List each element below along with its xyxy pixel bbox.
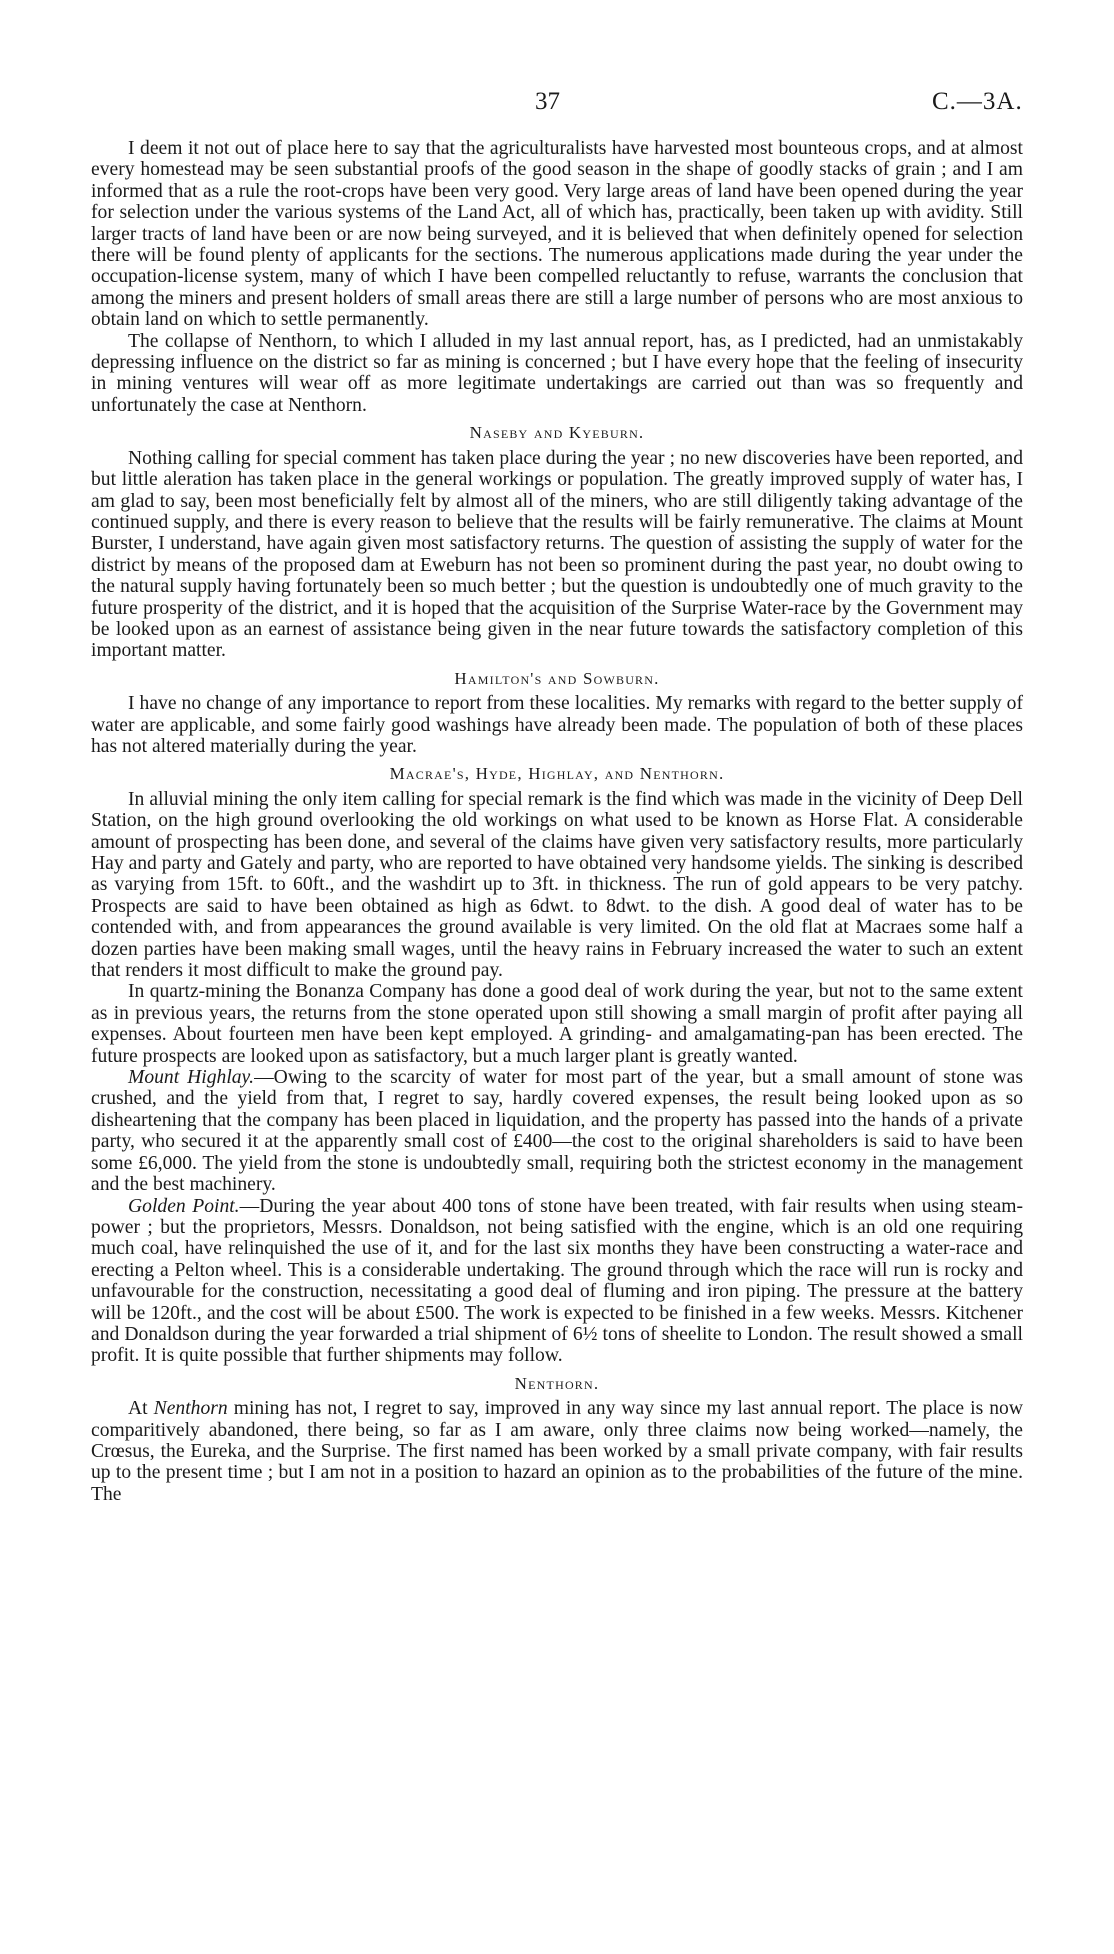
paragraph: I have no change of any importance to report from these localities. My remarks with regard to the better supply of water are applicable, and some fairly good washings have already been made. The population of both of these places has not altered materially during the year. (91, 693, 1023, 757)
paragraph: I deem it not out of place here to say that the agriculturalists have harvested most bounteous crops, and at almost every homestead may be seen substantial proofs of the good season in the shape of goodly stacks of grain ; and I am informed that as a rule the root-crops have been very good. Very large areas of land have been opened during the year for selection under the various systems of the Land Act, all of which has, practically, been taken up with avidity. Still larger tracts of land have been or are now being surveyed, and it is believed that when definitely opened for selection there will be found plenty of applicants for the sections. The numerous applications made during the year under the occupation-license system, many of which I have been compelled reluctantly to refuse, warrants the conclusion that among the miners and present holders of small areas there are still a large number of persons who are most anxious to obtain land on which to settle permanently. (91, 138, 1023, 331)
page-header (0, 88, 1114, 122)
subsection-lead-mount-highlay: Mount Highlay. (128, 1067, 255, 1089)
paragraph: In quartz-mining the Bonanza Company has done a good deal of work during the year, but not to the same extent as in previous years, the returns from the stone operated upon still showing a small margin of profit after paying all expenses. About fourteen men have been kept employed. A grinding- and amalgamating-pan has been erected. The future prospects are looked upon as satisfactory, but a much larger plant is greatly wanted. (91, 981, 1023, 1067)
paragraph (91, 1067, 1023, 1195)
paragraph (91, 1398, 1023, 1505)
section-heading-macraes: Macrae's, Hyde, Highlay, and Nenthorn. (389, 764, 725, 784)
paragraph-text: —During the year about 400 tons of stone have been treated, with fair results when using steam-power ; but the proprietors, Messrs. Donaldson, not being satisfied with the engine, which is an old one requiring much coal, have relinquished the use of it, and for the last six months they have been constructing a water-race and erecting a Pelton wheel. This is a considerable undertaking. The ground through which the race will run is rocky and unfavourable for the construction, necessitating a good deal of fluming and iron piping. The pressure at the battery will be 120ft., and the cost will be about £500. The work is expected to be finished in a few weeks. Messrs. Kitchener and Donaldson during the year forwarded a trial shipment of 6½ tons of sheelite to London. The result showed a small profit. It is quite possible that further shipments may follow. (91, 1195, 1023, 1367)
document-reference: C.—3A. (932, 88, 1023, 115)
paragraph-text: —Owing to the scarcity of water for most part of the year, but a small amount of stone was crushed, and the yield from that, I regret to say, hardly covered expenses, the result being looked upon as so disheartening that the company has been placed in liquidation, and the property has passed into the hands of a private party, who secured it at the apparently small cost of £400—the cost to the original shareholders is said to have been some £6,000. The yield from the stone is undoubtedly small, requiring both the strictest economy in the management and the best machinery. (91, 1067, 1024, 1196)
paragraph (91, 1196, 1023, 1367)
paragraph-text: mining has not, I regret to say, improved in any way since my last annual report. The place is now comparitively abandoned, there being, so far as I am aware, only three claims now being worked—namely, the Crœsus, the Eureka, and the Surprise. The first named has been worked by a small private company, with fair results up to the present time ; but I am not in a position to hazard an opinion as to the probabilities of the future of the mine. The (91, 1398, 1024, 1505)
section-heading-nenthorn: Nenthorn. (514, 1373, 600, 1393)
section-heading-hamiltons: Hamilton's and Sowburn. (454, 668, 660, 688)
subsection-lead-golden-point: Golden Point. (128, 1195, 240, 1217)
paragraph: Nothing calling for special comment has taken place during the year ; no new discoveries have been reported, and but little aleration has taken place in the general workings or population. The greatly improved supply of water has, I am glad to say, been most beneficially felt by almost all of the miners, who are still diligently taking advantage of the continued supply, and there is every reason to believe that the results will be fairly remunerative. The claims at Mount Burster, I understand, have again given most satisfactory returns. The question of assisting the supply of water for the district by means of the proposed dam at Eweburn has not been so prominent during the past year, no doubt owing to the natural supply having fortunately been so much better ; but the question is undoubtedly one of much gravity to the future prosperity of the district, and it is hoped that the acquisition of the Surprise Water-race by the Government may be looked upon as an earnest of assistance being given in the near future towards the satisfactory completion of this important matter. (91, 447, 1023, 662)
place-name-nenthorn: Nenthorn (153, 1398, 228, 1420)
paragraph: In alluvial mining the only item calling for special remark is the find which was made in the vicinity of Deep Dell Station, on the high ground overlooking the old workings on what used to be known as Horse Flat. A considerable amount of prospecting has been done, and several of the claims have given very satisfactory results, more particularly Hay and party and Gately and party, who are reported to have obtained very handsome yields. The sinking is described as varying from 15ft. to 60ft., and the washdirt up to 3ft. in thickness. The run of gold appears to be very patchy. Prospects are said to have been obtained as high as 6dwt. to 8dwt. to the dish. A good deal of water has to be contended with, and from appearances the ground available is very limited. On the old flat at Macraes some half a dozen parties have been making small wages, until the heavy rains in February increased the water to such an extent that renders it most difficult to make the ground pay. (91, 788, 1023, 982)
paragraph-text: At (128, 1398, 154, 1420)
body-text (91, 138, 1023, 1505)
paragraph: The collapse of Nenthorn, to which I alluded in my last annual report, has, as I predicted, had an unmistakably depressing influence on the district so far as mining is concerned ; but I have every hope that the feeling of insecurity in mining ventures will wear off as more legitimate undertakings are carried out than was so frequently and unfortunately the case at Nenthorn. (91, 330, 1023, 416)
page-number: 37 (535, 88, 560, 115)
section-heading-naseby: Naseby and Kyeburn. (469, 423, 645, 443)
